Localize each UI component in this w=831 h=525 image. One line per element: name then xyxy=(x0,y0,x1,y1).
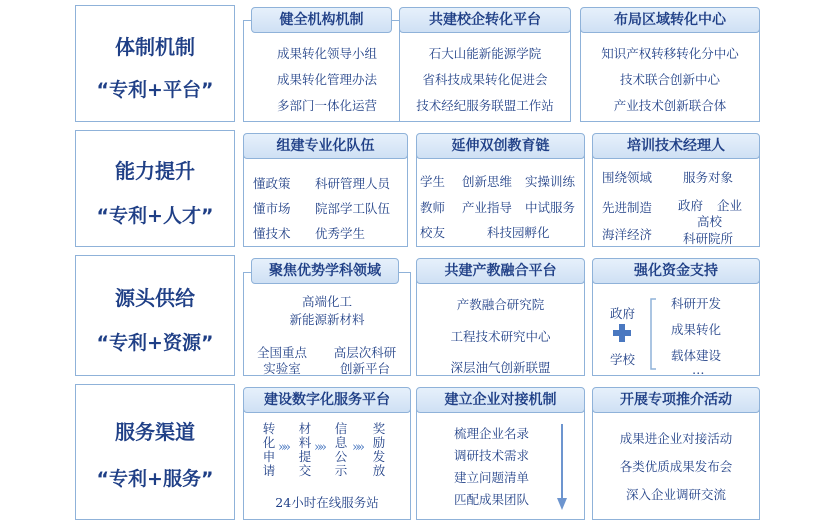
panel-item: 产教融合研究院 xyxy=(456,297,545,312)
panel-header: 布局区域转化中心 xyxy=(580,7,760,33)
row-subtitle-text: “专利+服务” xyxy=(96,468,214,490)
panel-header: 健全机构机制 xyxy=(251,7,392,33)
panel-item: 建立问题清单 xyxy=(454,470,530,485)
panel-item: 梳理企业名录 xyxy=(454,426,530,441)
panel-item: 全国重点 xyxy=(256,345,307,360)
panel-header: 强化资金支持 xyxy=(592,258,760,284)
panel-item: 成果转化领导小组 xyxy=(276,46,377,61)
panel-item-vertical: 转化申请 xyxy=(262,421,276,478)
panel-item: 成果转化 xyxy=(671,322,722,337)
panel-item: 学校 xyxy=(610,352,636,367)
row-title-text: 服务渠道 xyxy=(115,420,195,444)
panel-item: 科研开发 xyxy=(671,296,722,311)
row-title-text: 能力提升 xyxy=(115,159,195,183)
panel-item: 教师 xyxy=(420,200,446,215)
panel-header: 共建产教融合平台 xyxy=(416,258,585,284)
panel-item-vertical: 信息公示 xyxy=(334,421,348,478)
panel-item: 技术联合创新中心 xyxy=(619,72,720,87)
row-title-text: 体制机制 xyxy=(115,35,195,59)
panel-item: 多部门一体化运营 xyxy=(276,98,377,113)
panel-header: 组建专业化队伍 xyxy=(243,133,408,159)
bracket-divider xyxy=(648,298,658,370)
panel-item: 先进制造 xyxy=(602,200,653,215)
panel-header: 建立企业对接机制 xyxy=(416,387,585,413)
panel-item: 载体建设 xyxy=(671,348,722,363)
panel-item: 产业技术创新联合体 xyxy=(613,98,727,113)
row-subtitle-text: “专利+资源” xyxy=(96,332,214,354)
panel-item: 懂市场 xyxy=(253,201,291,216)
panel-item: 技术经纪服务联盟工作站 xyxy=(416,98,554,113)
panel-header: 共建校企转化平台 xyxy=(399,7,571,33)
panel-item: … xyxy=(692,362,705,377)
panel-item: 知识产权转移转化分中心 xyxy=(601,46,739,61)
panel-item: 成果转化管理办法 xyxy=(276,72,377,87)
panel-item: 24小时在线服务站 xyxy=(275,495,379,510)
panel-item: 实操训练 xyxy=(525,174,576,189)
panel-item: 围绕领域 xyxy=(602,170,653,185)
panel-item-vertical: 材料提交 xyxy=(298,421,312,478)
panel-item: 新能源新材料 xyxy=(289,312,365,327)
chevron-arrows-icon: »» xyxy=(352,440,362,455)
panel-item: 懂技术 xyxy=(253,226,291,241)
panel-item: 调研技术需求 xyxy=(454,448,530,463)
panel-header: 培训技术经理人 xyxy=(592,133,760,159)
panel-item: 创新平台 xyxy=(339,361,390,376)
chevron-arrows-icon: »» xyxy=(278,440,288,455)
panel-item: 高层次科研 xyxy=(333,345,397,360)
panel-item: 创新思维 xyxy=(462,174,513,189)
panel-item: 政府 xyxy=(610,306,636,321)
panel-item: 省科技成果转化促进会 xyxy=(422,72,548,87)
panel-item: 产业指导 xyxy=(462,200,513,215)
row-title xyxy=(75,384,235,520)
panel-item: 高端化工 xyxy=(301,294,352,309)
down-arrow-icon xyxy=(557,424,567,510)
row-title xyxy=(75,255,235,376)
panel-item: 高校 xyxy=(697,214,723,229)
panel-header: 聚焦优势学科领域 xyxy=(251,258,399,284)
panel-item: 政府 xyxy=(678,198,704,213)
panel-item: 科技园孵化 xyxy=(487,225,550,240)
chevron-arrows-icon: »» xyxy=(314,440,324,455)
panel-item: 深层油气创新联盟 xyxy=(450,360,551,375)
panel-item: 工程技术研究中心 xyxy=(450,329,551,344)
panel-item: 优秀学生 xyxy=(315,226,366,241)
panel-item: 中试服务 xyxy=(525,200,576,215)
row-title-text: 源头供给 xyxy=(115,286,195,310)
row-subtitle-text: “专利+人才” xyxy=(96,205,214,227)
panel-item: 院部学工队伍 xyxy=(315,201,391,216)
panel-header: 开展专项推介活动 xyxy=(592,387,760,413)
panel-item: 石大山能新能源学院 xyxy=(428,46,542,61)
panel-item: 实验室 xyxy=(263,361,301,376)
panel-item: 学生 xyxy=(420,174,446,189)
row-subtitle-text: “专利+平台” xyxy=(96,79,214,101)
panel-item: 各类优质成果发布会 xyxy=(619,459,733,474)
panel-header: 延伸双创教育链 xyxy=(416,133,585,159)
row-title xyxy=(75,130,235,247)
panel-item-vertical: 奖励发放 xyxy=(372,421,386,478)
panel-item: 懂政策 xyxy=(253,176,291,191)
panel-item: 匹配成果团队 xyxy=(454,492,530,507)
panel-item: 科研管理人员 xyxy=(315,176,391,191)
panel-item: 服务对象 xyxy=(683,170,734,185)
panel-item: 海洋经济 xyxy=(602,227,653,242)
panel-header: 建设数字化服务平台 xyxy=(243,387,411,413)
panel-item: 科研院所 xyxy=(683,231,734,246)
panel-item: 企业 xyxy=(717,198,743,213)
row-title xyxy=(75,5,235,122)
panel-item: 成果进企业对接活动 xyxy=(619,431,733,446)
panel-item: 校友 xyxy=(420,225,446,240)
panel-item: 深入企业调研交流 xyxy=(625,487,726,502)
plus-icon xyxy=(613,324,631,342)
